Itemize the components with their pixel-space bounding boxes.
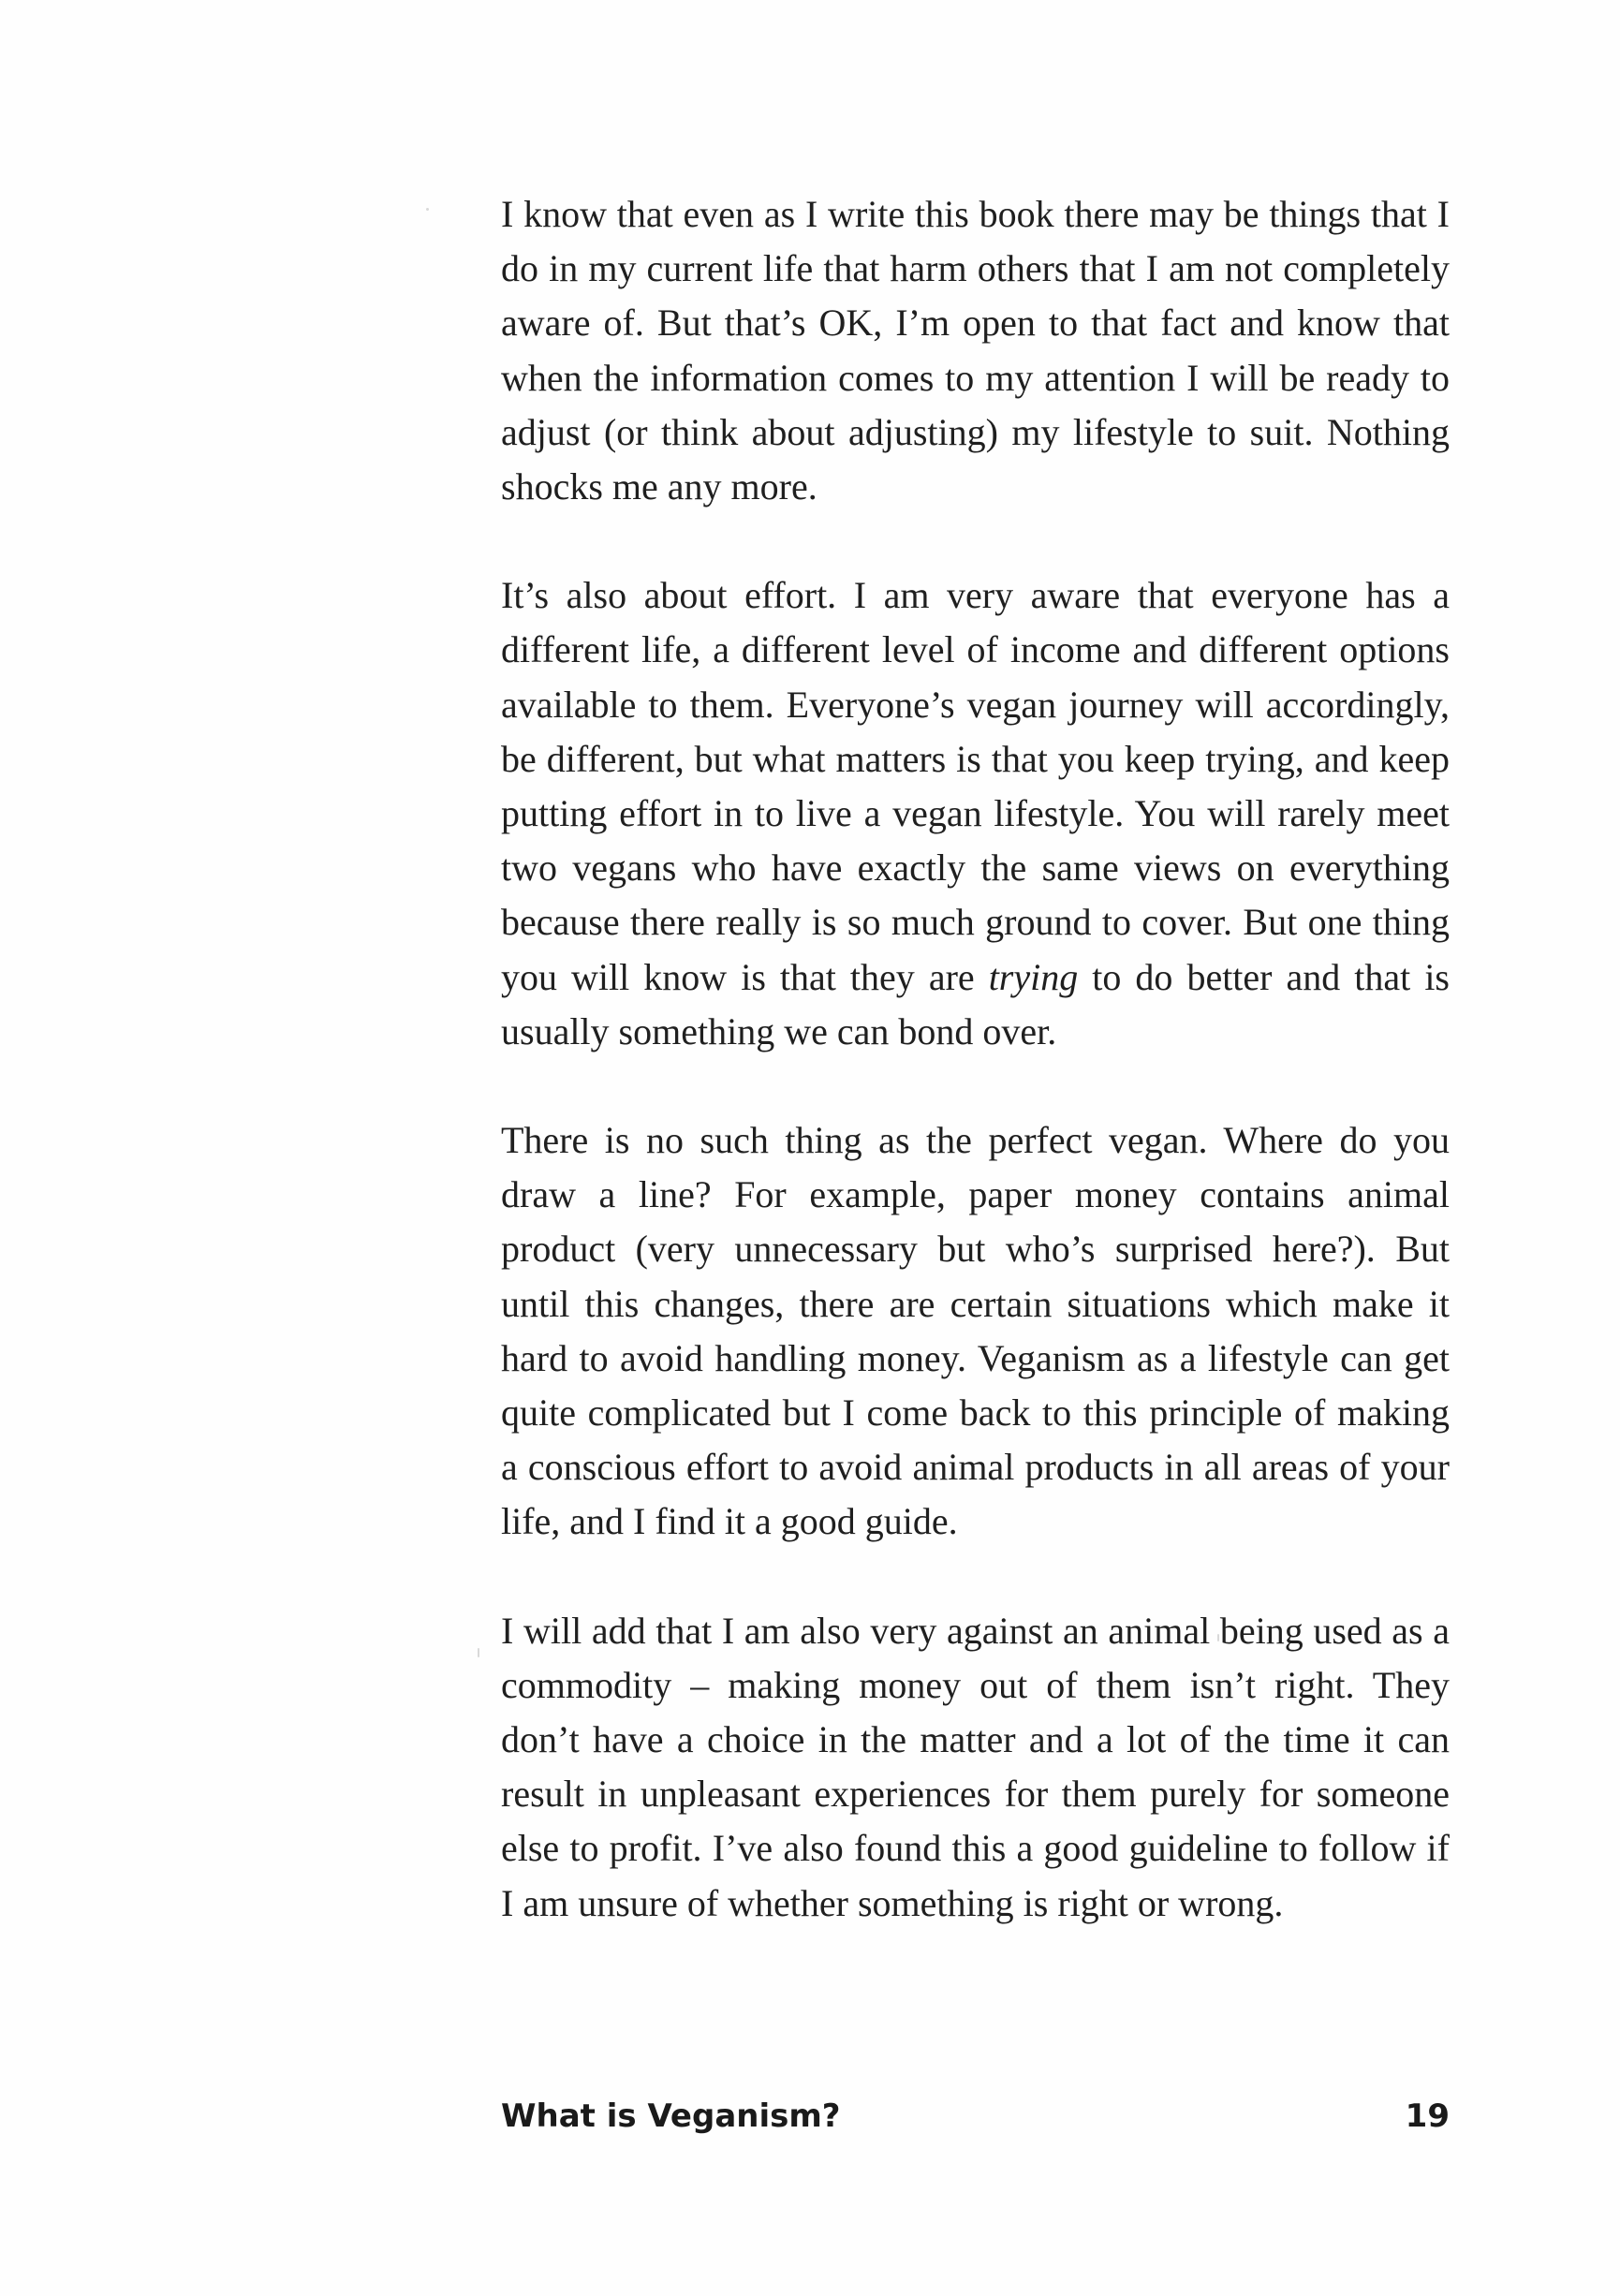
body-text [501, 187, 1450, 1985]
emphasis-trying: trying [988, 955, 1079, 998]
page-footer [501, 2097, 1450, 2135]
paragraph-2 [501, 568, 1450, 1059]
running-section-title: What is Veganism? [501, 2097, 841, 2135]
scan-speck [426, 208, 429, 211]
paragraph-1: I know that even as I write this book there may be things that I do in my current life that harm others that I am not completely aware of. But that’s OK, I’m open to that fact and know that when the information comes to my attention I will be ready to adjust (or think about adjusting) my lifestyle to suit. Nothing shocks me any more. [501, 193, 1450, 508]
scan-speck [478, 1648, 479, 1657]
paragraph-3: There is no such thing as the perfect vegan. Where do you draw a line? For example, paper money contains animal product (very unnecessary but who’s surprised here?). But until this changes, there are certain situations which make it hard to avoid handling money. Veganism as a lifestyle can get quite complicated but I come back to this principle of making a conscious effort to avoid animal products in all areas of your life, and I find it a good guide. [501, 1119, 1450, 1543]
page-number: 19 [1405, 2097, 1450, 2135]
paragraph-2-text-before: It’s also about effort. I am very aware that everyone has a different life, a different level of income and different options available to them. Everyone’s vegan journey will accordingly, be different, but what matters is that you keep trying, and keep putting effort in to live a vegan lifestyle. You will rarely meet two vegans who have exactly the same views on everything because there really is so much ground to cover. But one thing you will know is that they are [501, 574, 1450, 998]
paragraph-2-text-after: to do better and that is usually something we can bond over. [501, 955, 1450, 1052]
paragraph-4: I will add that I am also very against an animal being used as a commodity – making money out of them isn’t right. They don’t have a choice in the matter and a lot of the time it can result in unpleasant experiences for them purely for someone else to profit. I’ve also found this a good guideline to follow if I am unsure of whether something is right or wrong. [501, 1609, 1450, 1924]
